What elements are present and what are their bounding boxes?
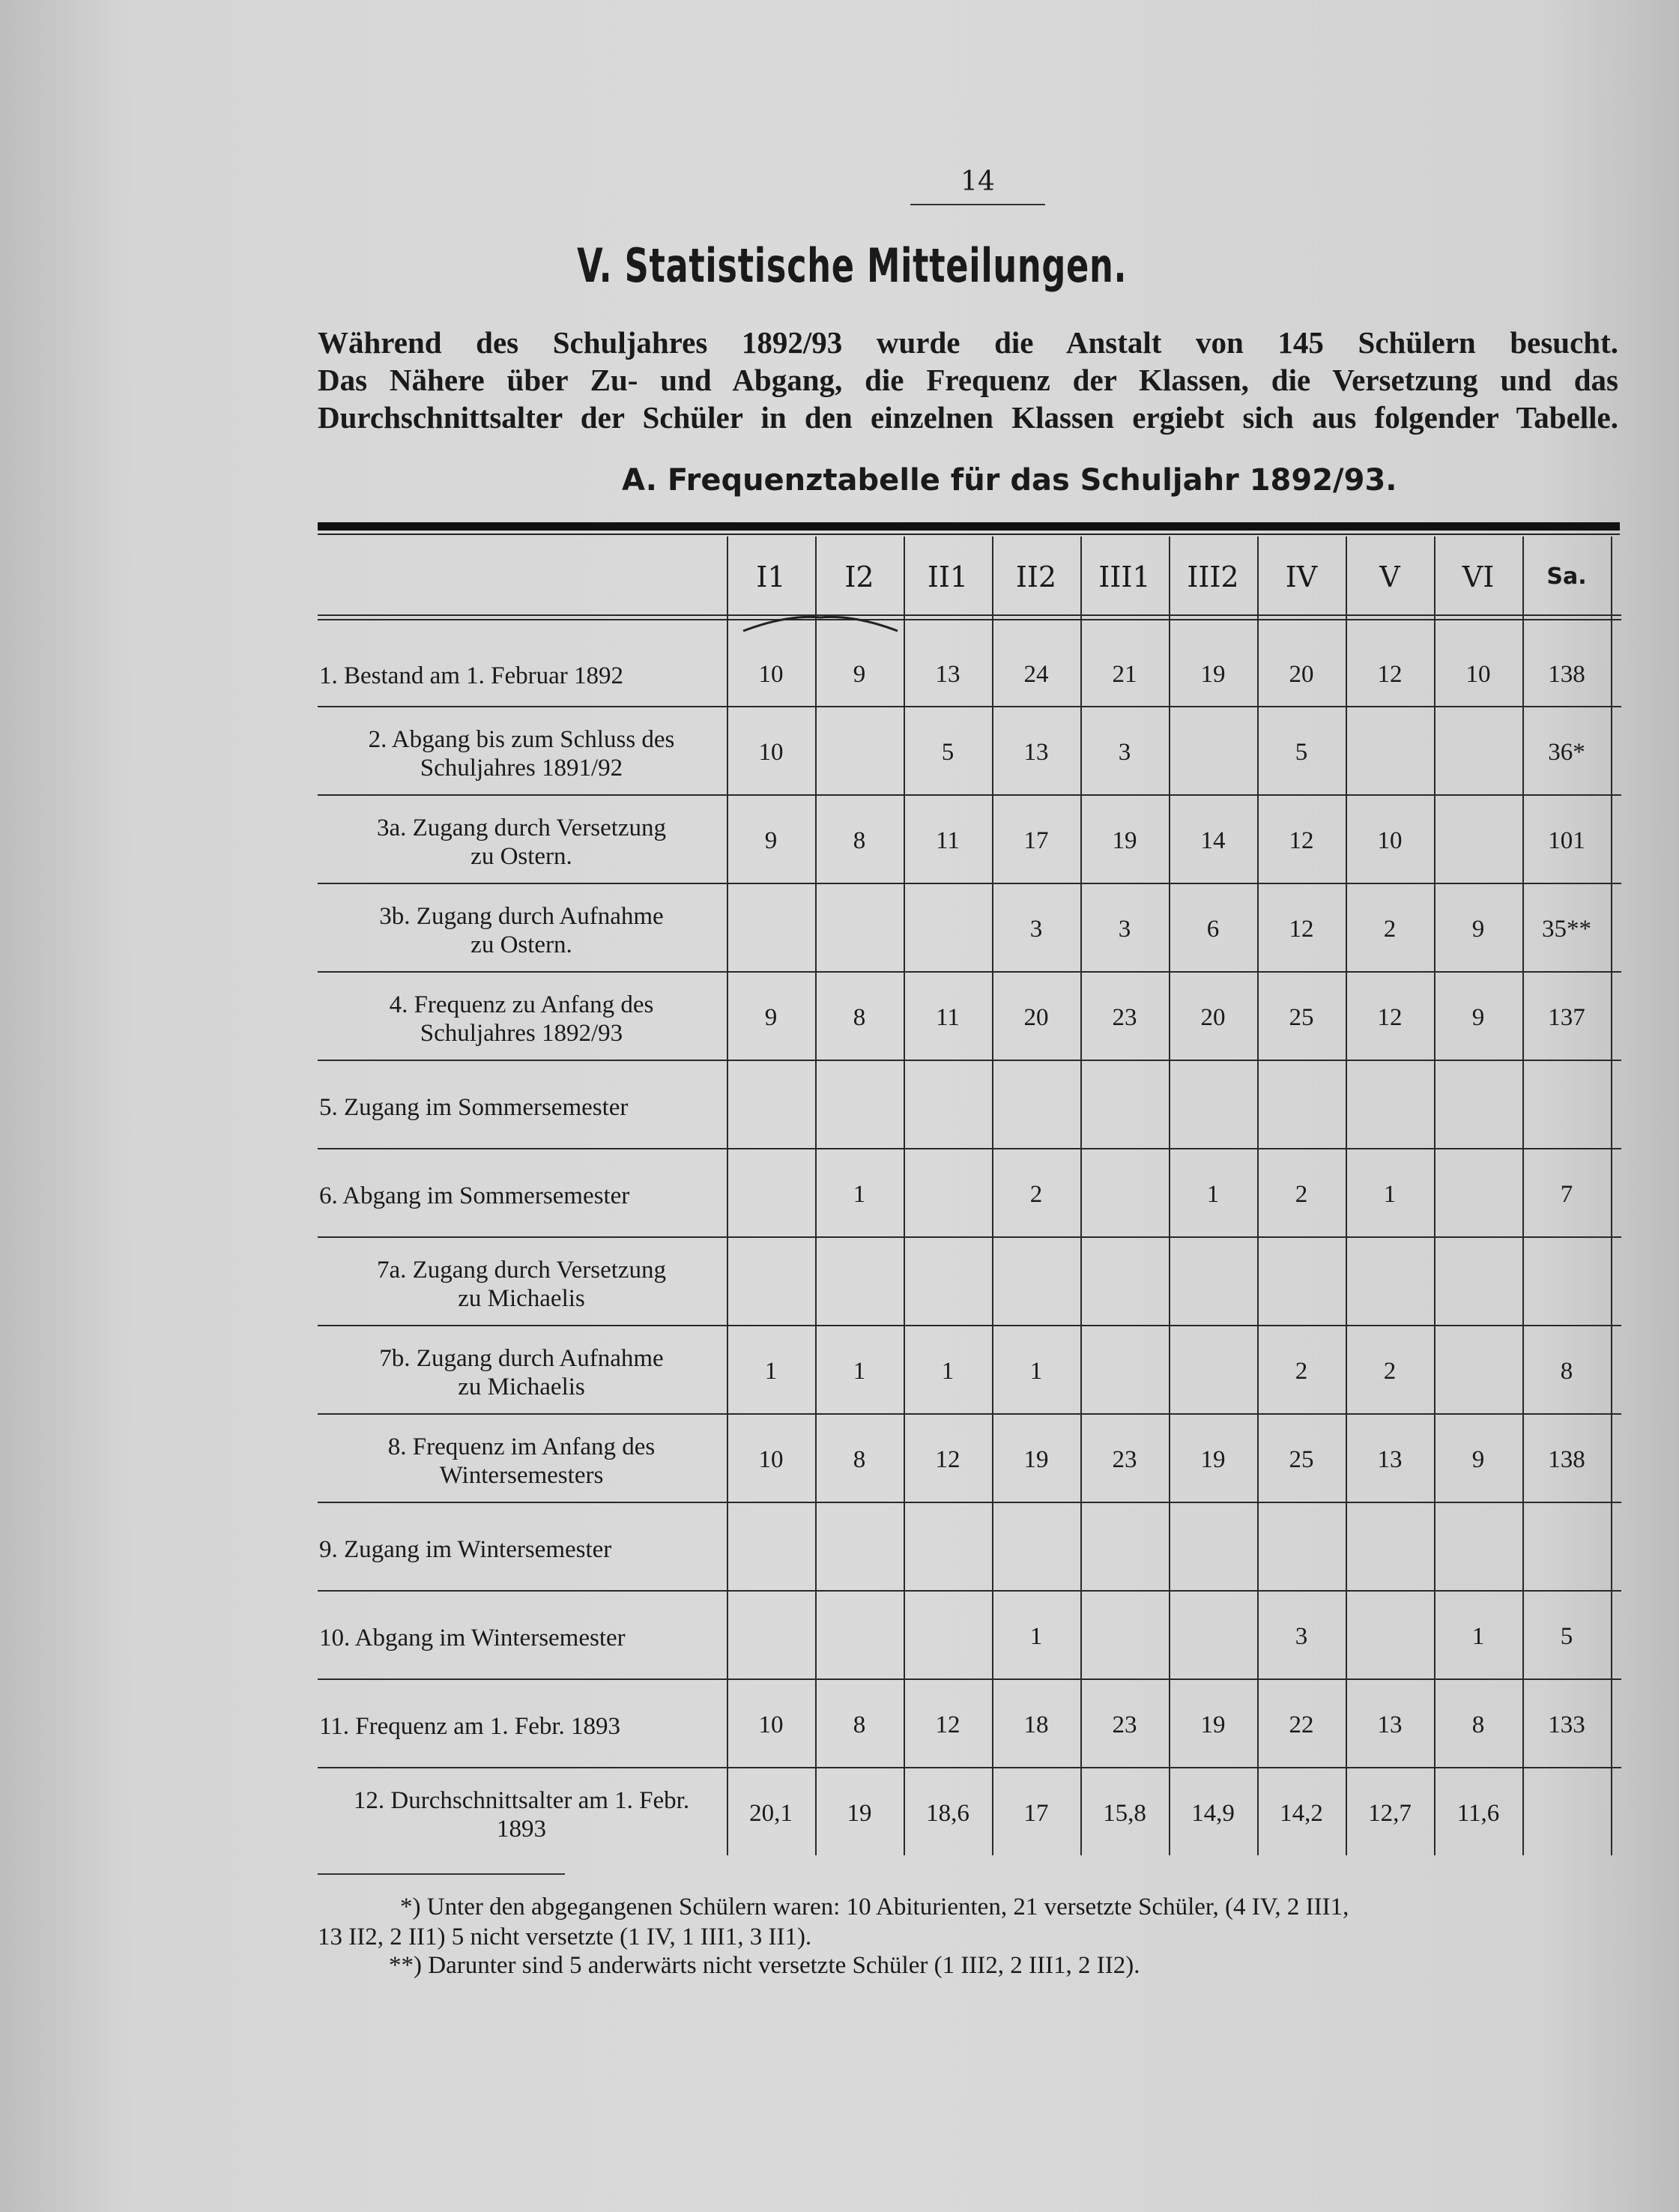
table-cell: 8 — [1471, 1711, 1485, 1738]
row-label — [319, 1712, 724, 1741]
row-label-line: 6. Abgang im Sommersemester — [319, 1182, 630, 1209]
table-cell: 9 — [1471, 916, 1485, 943]
row-rule — [318, 794, 1621, 796]
table-cell: 13 — [1377, 1711, 1403, 1738]
table-cell: 11 — [936, 1004, 960, 1031]
row-label-line: Schuljahres 1891/92 — [420, 755, 623, 782]
row-label-line: 4. Frequenz zu Anfang des — [389, 991, 654, 1018]
table-cell: 25 — [1289, 1004, 1314, 1031]
table-cell: 12 — [1289, 916, 1314, 943]
table-cell: 12 — [1377, 1004, 1403, 1031]
table-cell: 10 — [758, 1446, 784, 1473]
row-label — [319, 991, 724, 1048]
table-cell: 19 — [847, 1800, 872, 1827]
table-cell: 11,6 — [1456, 1800, 1500, 1827]
table-column-rule — [1257, 537, 1259, 1855]
row-rule — [318, 1148, 1621, 1149]
row-label-line: 7a. Zugang durch Versetzung — [376, 1257, 667, 1284]
table-top-thick-rule — [318, 522, 1620, 531]
table-cell: 23 — [1112, 1446, 1137, 1473]
table-cell: 14,9 — [1191, 1800, 1235, 1827]
row-label — [319, 1433, 724, 1490]
table-column-rule — [1434, 537, 1436, 1855]
table-cell: 1 — [1029, 1623, 1043, 1650]
table-cell: 8 — [1560, 1358, 1573, 1385]
row-label-line: 9. Zugang im Wintersemester — [319, 1536, 612, 1563]
table-column-rule — [1346, 537, 1347, 1855]
table-cell: 1 — [1206, 1181, 1220, 1208]
page-number-rule — [910, 204, 1045, 205]
row-rule — [318, 1767, 1621, 1768]
table-cell: 1 — [853, 1181, 866, 1208]
table-cell: 12 — [935, 1446, 960, 1473]
table-cell: 10 — [758, 739, 784, 766]
row-rule — [318, 1502, 1621, 1503]
footnote-1-cont: 13 II2, 2 II1) 5 nicht versetzte (1 IV, 1 III1, 3 II1). — [318, 1924, 812, 1950]
column-header: V — [1379, 560, 1400, 593]
row-label — [319, 1344, 724, 1401]
row-label — [319, 1256, 724, 1313]
row-label-line: zu Ostern. — [471, 843, 572, 870]
footnote-rule — [318, 1873, 565, 1875]
intro-line-2: Das Nähere über Zu- und Abgang, die Frequenz der Klassen, die Versetzung und das — [318, 363, 1618, 397]
table-title: A. Frequenztabelle für das Schuljahr 1892/93. — [622, 463, 1397, 498]
table-column-rule — [727, 537, 728, 1855]
row-label-line: zu Michaelis — [458, 1285, 585, 1312]
table-cell: 101 — [1548, 827, 1585, 854]
table-cell: 3 — [1295, 1623, 1308, 1650]
row-label — [319, 662, 724, 690]
table-cell: 35** — [1542, 916, 1591, 943]
table-cell: 9 — [764, 827, 778, 854]
row-rule — [318, 1678, 1621, 1680]
row-label — [319, 902, 724, 959]
table-cell: 12 — [1377, 661, 1403, 688]
table-cell: 36* — [1548, 739, 1585, 766]
table-cell: 12 — [1289, 827, 1314, 854]
row-rule — [318, 1060, 1621, 1061]
row-label — [319, 1535, 724, 1564]
table-cell: 10 — [1377, 827, 1403, 854]
table-cell: 3 — [1118, 739, 1131, 766]
row-label-line: 10. Abgang im Wintersemester — [319, 1625, 626, 1652]
table-cell: 20 — [1289, 661, 1314, 688]
table-cell: 23 — [1112, 1004, 1137, 1031]
table-cell: 8 — [853, 1711, 866, 1738]
row-rule — [318, 1590, 1621, 1592]
table-cell: 138 — [1548, 661, 1585, 688]
table-column-rule — [1611, 537, 1612, 1855]
table-cell: 12,7 — [1368, 1800, 1412, 1827]
row-rule — [318, 971, 1621, 973]
table-cell: 133 — [1548, 1711, 1585, 1738]
table-cell: 19 — [1200, 1446, 1226, 1473]
table-cell: 19 — [1200, 1711, 1226, 1738]
row-label-line: 2. Abgang bis zum Schluss des — [368, 726, 675, 753]
column-header: I1 — [756, 560, 786, 593]
table-top-thin-rule — [318, 534, 1620, 535]
intro-line-3: Durchschnittsalter der Schüler in den einzelnen Klassen ergiebt sich aus folgender Tabelle. — [318, 400, 1618, 435]
table-cell: 20,1 — [749, 1800, 793, 1827]
header-rule — [318, 619, 1621, 620]
footnote-1: *) Unter den abgegangenen Schülern waren: 10 Abiturienten, 21 versetzte Schüler, (4 IV, 2 III1, — [400, 1894, 1349, 1921]
table-cell: 24 — [1023, 661, 1049, 688]
table-cell: 14,2 — [1280, 1800, 1323, 1827]
table-cell: 10 — [1465, 661, 1491, 688]
table-cell: 23 — [1112, 1711, 1137, 1738]
row-label-line: 5. Zugang im Sommersemester — [319, 1094, 629, 1121]
table-cell: 17 — [1023, 827, 1049, 854]
column-header: III1 — [1098, 560, 1151, 593]
table-cell: 1 — [941, 1358, 955, 1385]
column-header: II2 — [1015, 560, 1057, 593]
intro-paragraph — [318, 324, 1618, 436]
table-cell: 13 — [1377, 1446, 1403, 1473]
table-cell: 13 — [1023, 739, 1049, 766]
footnote-2: **) Darunter sind 5 anderwärts nicht versetzte Schüler (1 III2, 2 III1, 2 II2). — [389, 1952, 1140, 1979]
row-rule — [318, 1413, 1621, 1415]
table-cell: 20 — [1023, 1004, 1049, 1031]
table-cell: 10 — [758, 661, 784, 688]
row-label-line: 8. Frequenz im Anfang des — [387, 1433, 656, 1460]
table-cell: 2 — [1383, 1358, 1397, 1385]
table-cell: 19 — [1200, 661, 1226, 688]
row-label-line: 11. Frequenz am 1. Febr. 1893 — [319, 1713, 621, 1740]
table-cell: 1 — [1383, 1181, 1397, 1208]
table-cell: 2 — [1295, 1358, 1308, 1385]
row-label-line: Wintersemesters — [439, 1462, 604, 1489]
table-cell: 17 — [1023, 1800, 1049, 1827]
table-cell: 2 — [1295, 1181, 1308, 1208]
table-cell: 7 — [1560, 1181, 1573, 1208]
table-cell: 15,8 — [1103, 1800, 1146, 1827]
table-cell: 5 — [1295, 739, 1308, 766]
table-cell: 9 — [764, 1004, 778, 1031]
row-label — [319, 814, 724, 871]
table-cell: 11 — [936, 827, 960, 854]
table-cell: 22 — [1289, 1711, 1314, 1738]
column-header: I2 — [844, 560, 874, 593]
header-rule — [318, 614, 1621, 616]
column-header: IV — [1285, 560, 1318, 593]
row-rule — [318, 706, 1621, 707]
column-header: II1 — [927, 560, 969, 593]
row-label-line: 12. Durchschnittsalter am 1. Febr. — [353, 1787, 690, 1814]
table-cell: 10 — [758, 1711, 784, 1738]
table-cell: 137 — [1548, 1004, 1585, 1031]
table-cell: 13 — [935, 661, 960, 688]
table-cell: 138 — [1548, 1446, 1585, 1473]
table-column-rule — [992, 537, 993, 1855]
table-cell: 9 — [1471, 1446, 1485, 1473]
table-cell: 21 — [1112, 661, 1137, 688]
table-cell: 9 — [1471, 1004, 1485, 1031]
row-label — [319, 1182, 724, 1210]
row-label-line: Schuljahres 1892/93 — [420, 1020, 623, 1047]
row-label — [319, 1093, 724, 1122]
table-cell: 1 — [1471, 1623, 1485, 1650]
row-rule — [318, 883, 1621, 884]
table-cell: 18,6 — [926, 1800, 969, 1827]
column-header: III2 — [1187, 560, 1239, 593]
table-cell: 9 — [853, 661, 866, 688]
page-number: 14 — [960, 166, 995, 197]
table-cell: 1 — [853, 1358, 866, 1385]
row-label-line: 3a. Zugang durch Versetzung — [376, 815, 667, 841]
row-label-line: zu Ostern. — [471, 931, 572, 958]
table-cell: 8 — [853, 1446, 866, 1473]
brace-mark — [742, 608, 899, 638]
table-cell: 3 — [1029, 916, 1043, 943]
row-rule — [318, 1325, 1621, 1326]
row-label-line: 1. Bestand am 1. Februar 1892 — [319, 662, 624, 689]
table-cell: 5 — [941, 739, 955, 766]
section-heading: V. Statistische Mitteilungen. — [577, 238, 1128, 293]
row-label-line: 3b. Zugang durch Aufnahme — [379, 903, 664, 930]
table-cell: 18 — [1023, 1711, 1049, 1738]
row-label — [319, 1624, 724, 1652]
table-cell: 1 — [1029, 1358, 1043, 1385]
table-column-rule — [1169, 537, 1170, 1855]
table-column-rule — [1080, 537, 1082, 1855]
row-label — [319, 725, 724, 782]
table-cell: 6 — [1206, 916, 1220, 943]
row-label-line: zu Michaelis — [458, 1374, 585, 1400]
table-cell: 12 — [935, 1711, 960, 1738]
table-cell: 5 — [1560, 1623, 1573, 1650]
row-label-line: 1893 — [497, 1816, 546, 1843]
row-rule — [318, 1236, 1621, 1238]
table-cell: 1 — [764, 1358, 778, 1385]
table-cell: 8 — [853, 827, 866, 854]
table-cell: 19 — [1023, 1446, 1049, 1473]
table-cell: 25 — [1289, 1446, 1314, 1473]
intro-line-1: Während des Schuljahres 1892/93 wurde die Anstalt von 145 Schülern besucht. — [318, 325, 1618, 360]
table-cell: 20 — [1200, 1004, 1226, 1031]
row-label — [319, 1786, 724, 1843]
table-column-rule — [1522, 537, 1524, 1855]
table-cell: 3 — [1118, 916, 1131, 943]
table-cell: 8 — [853, 1004, 866, 1031]
table-cell: 2 — [1029, 1181, 1043, 1208]
table-cell: 14 — [1200, 827, 1226, 854]
table-cell: 19 — [1112, 827, 1137, 854]
row-label-line: 7b. Zugang durch Aufnahme — [379, 1345, 664, 1372]
table-column-rule — [815, 537, 817, 1855]
column-header: VI — [1462, 560, 1495, 593]
table-column-rule — [904, 537, 905, 1855]
table-cell: 2 — [1383, 916, 1397, 943]
column-header: Sa. — [1546, 563, 1587, 590]
